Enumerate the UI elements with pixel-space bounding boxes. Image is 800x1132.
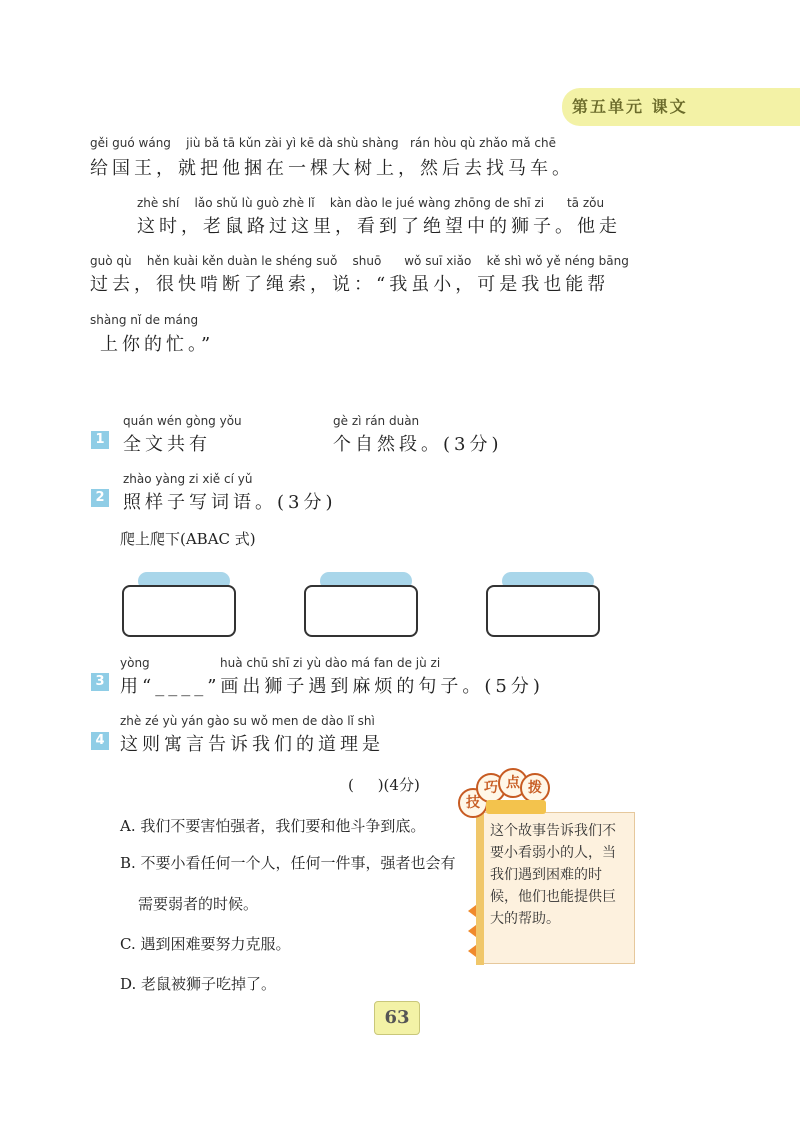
q3-text: 用“____”画出狮子遇到麻烦的句子。(5分)	[120, 676, 544, 697]
page-number: 63	[374, 1001, 420, 1035]
option-c[interactable]: C. 遇到困难要努力克服。	[120, 935, 291, 953]
tip-badge-char: 点	[498, 768, 528, 798]
option-b-continued[interactable]: 需要弱者的时候。	[138, 895, 259, 913]
question-number-4: 4	[91, 732, 109, 750]
option-d[interactable]: D. 老鼠被狮子吃掉了。	[120, 975, 277, 993]
triangle-icon	[468, 945, 476, 957]
option-a[interactable]: A. 我们不要害怕强者，我们要和他斗争到底。	[120, 817, 426, 835]
question-number-3: 3	[91, 673, 109, 691]
q2-example: 爬上爬下(ABAC 式)	[120, 530, 256, 548]
question-number-1: 1	[91, 431, 109, 449]
q3-pinyin-b: huà chū shī zi yù dào má fan de jù zi	[220, 656, 441, 670]
q1-text-b: 个自然段。(3分)	[333, 434, 503, 455]
tip-badge-char: 巧	[476, 773, 506, 803]
q3-pinyin-a: yòng	[120, 656, 150, 670]
passage-line3-text: 过去，很快啃断了绳索，说：“我虽小，可是我也能帮	[90, 274, 610, 295]
q1-text-a: 全文共有	[123, 434, 211, 455]
tip-pole	[476, 800, 484, 965]
passage-line4-pinyin: shàng nǐ de máng	[90, 313, 199, 327]
passage-line1-text: 给国王，就把他捆在一棵大树上，然后去找马车。	[90, 158, 574, 179]
answer-box-1[interactable]	[122, 585, 236, 637]
q4-answer-blank[interactable]: ( )(4分)	[348, 776, 420, 794]
q1-pinyin-b: gè zì rán duàn	[333, 414, 420, 428]
passage-line1-pinyin: gěi guó wáng jiù bǎ tā kǔn zài yì kē dà shù shàng rán hòu qù zhǎo mǎ chē	[90, 136, 557, 150]
pencil-icon	[486, 800, 546, 814]
answer-box-3[interactable]	[486, 585, 600, 637]
passage-line2-pinyin: zhè shí lǎo shǔ lù guò zhè lǐ kàn dào le jué wàng zhōng de shī zi tā zǒu	[137, 196, 605, 210]
q2-pinyin: zhào yàng zi xiě cí yǔ	[123, 472, 253, 486]
q4-pinyin: zhè zé yù yán gào su wǒ men de dào lǐ shì	[120, 714, 375, 728]
triangle-icon	[468, 905, 476, 917]
tip-text: 这个故事告诉我们不要小看弱小的人，当我们遇到困难的时候，他们也能提供巨大的帮助。	[490, 823, 616, 927]
unit-label: 第五单元 课文	[562, 88, 800, 126]
triangle-icon	[468, 925, 476, 937]
tip-badge-char: 拨	[520, 773, 550, 803]
question-number-2: 2	[91, 489, 109, 507]
answer-box-2[interactable]	[304, 585, 418, 637]
passage-line3-pinyin: guò qù hěn kuài kěn duàn le shéng suǒ shuō wǒ suī xiǎo kě shì wǒ yě néng bāng	[90, 254, 629, 268]
passage-line2-text: 这时，老鼠路过这里，看到了绝望中的狮子。他走	[137, 216, 621, 237]
passage-line4-text: 上你的忙。”	[100, 334, 215, 355]
q2-text: 照样子写词语。(3分)	[123, 492, 337, 513]
option-b[interactable]: B. 不要小看任何一个人，任何一件事，强者也会有	[120, 854, 456, 872]
tip-badge-char: 技	[458, 788, 488, 818]
q1-pinyin-a: quán wén gòng yǒu	[123, 414, 242, 428]
q4-text: 这则寓言告诉我们的道理是	[120, 734, 384, 755]
